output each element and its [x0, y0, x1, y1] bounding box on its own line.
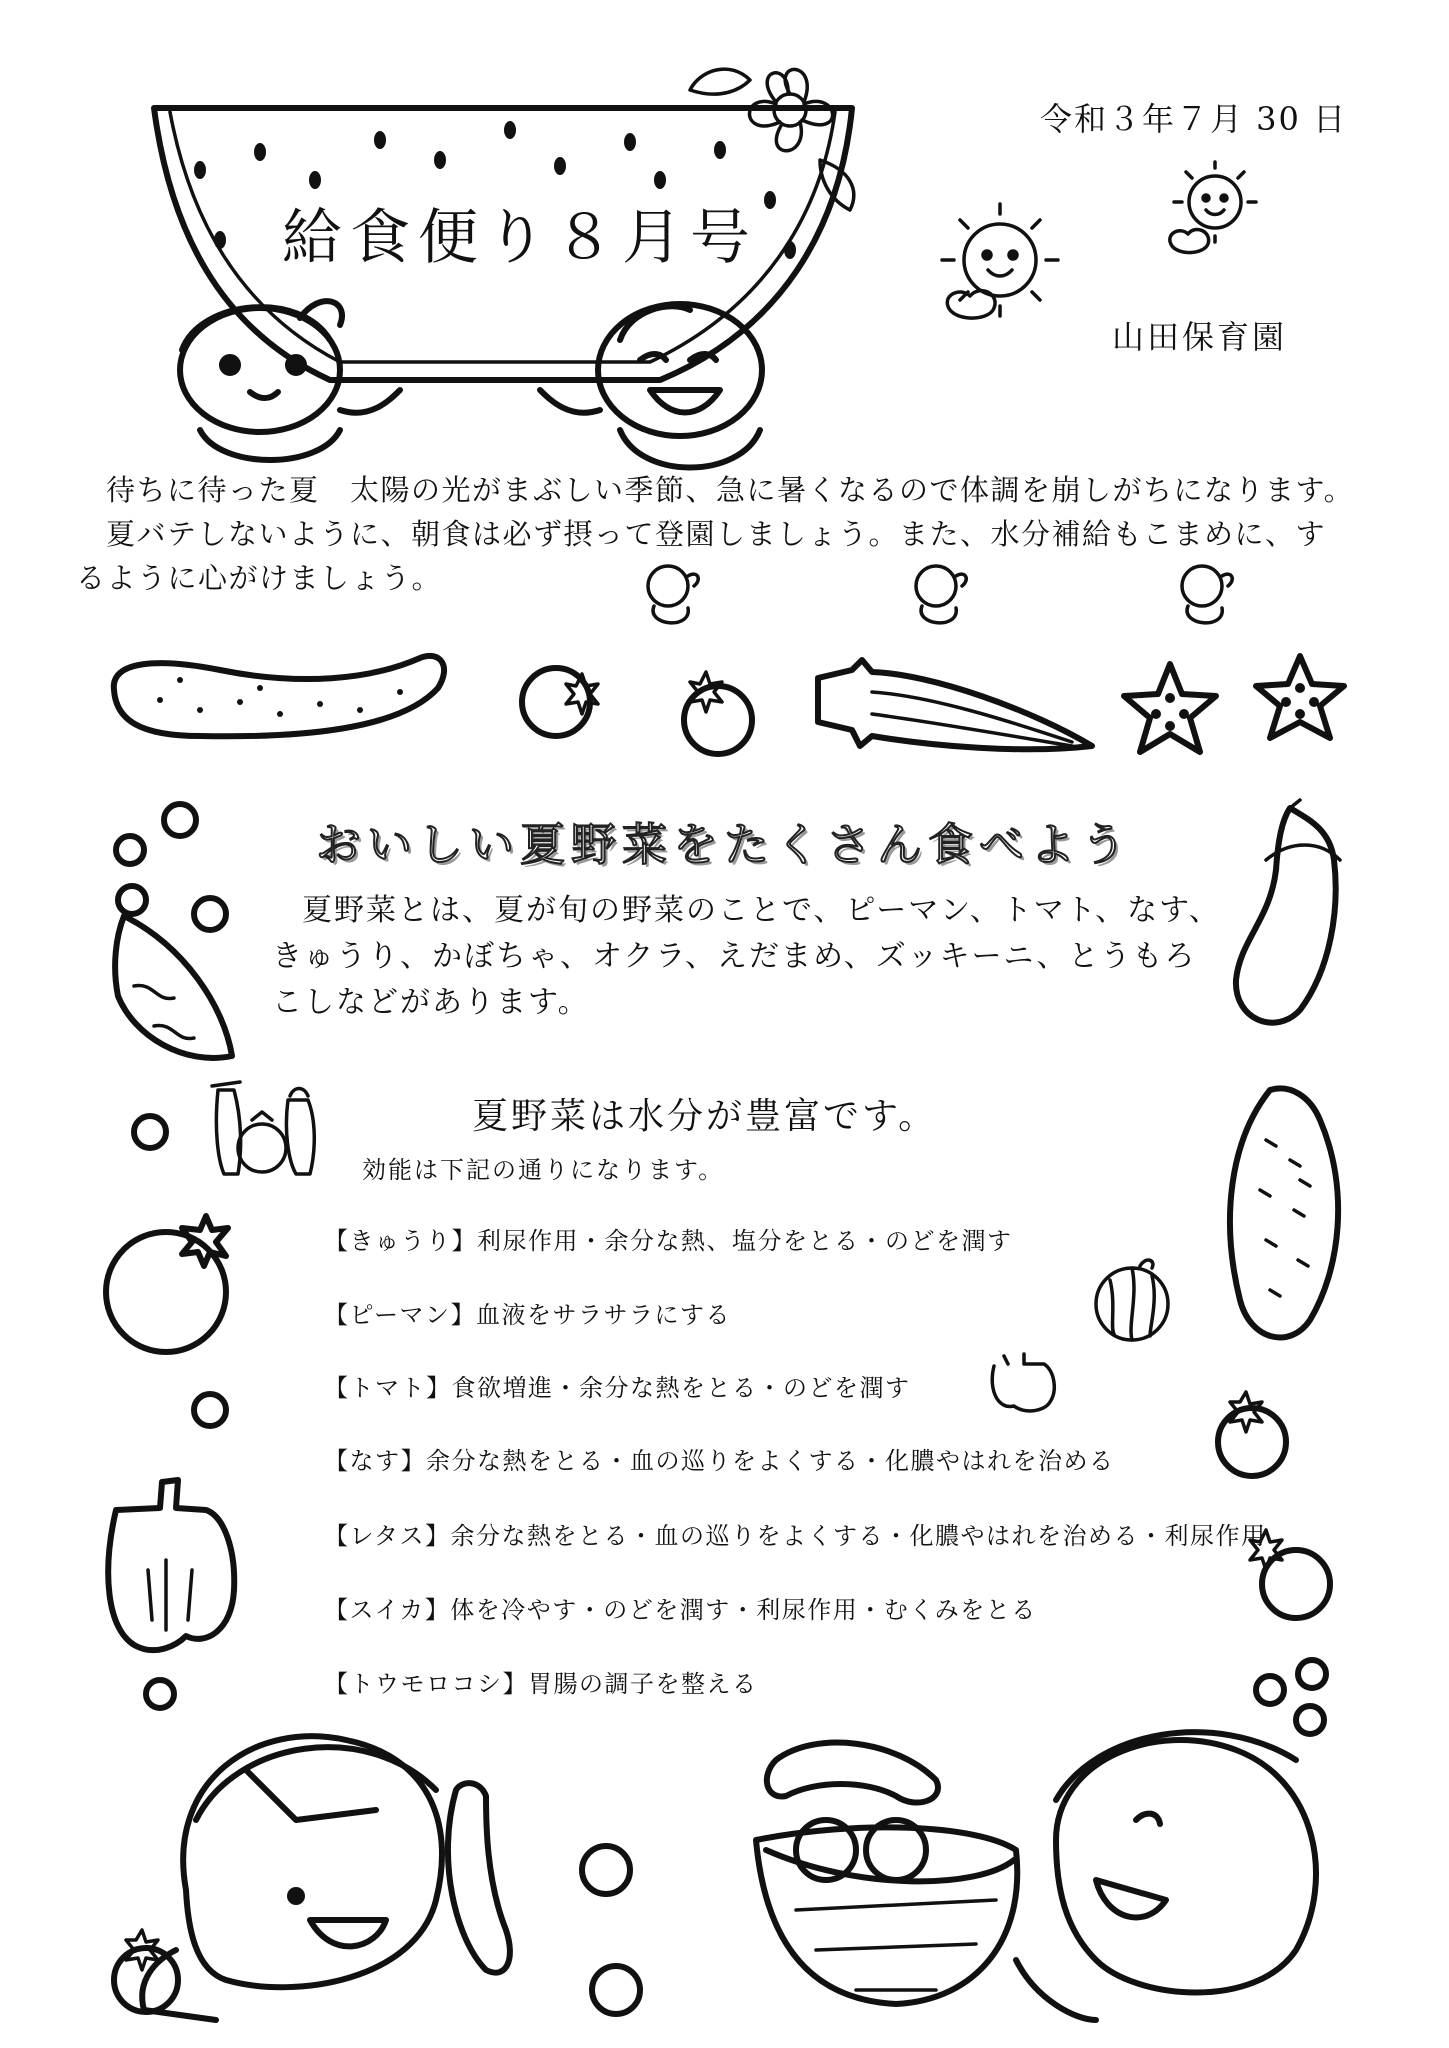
tomato-icon	[670, 664, 770, 764]
section-heading: 夏野菜は水分が豊富です。	[472, 1096, 938, 1137]
school-name: 山田保育園	[1112, 318, 1288, 356]
cucumber-icon	[100, 640, 460, 750]
child-drinking-icon	[1166, 556, 1246, 636]
watermelon-icon	[1090, 1256, 1180, 1346]
sun-icon	[930, 200, 1070, 330]
bell-pepper-icon	[984, 1350, 1064, 1420]
section-heading: おいしい夏野菜をたくさん食べよう	[316, 818, 1133, 871]
child-drinking-icon	[900, 556, 980, 636]
okra-slice-icon	[1116, 658, 1226, 758]
effect-item-cucumber: 【きゅうり】利尿作用・余分な熱、塩分をとる・のどを潤す	[324, 1227, 1013, 1255]
issue-date: 令和３年７月 30 日	[1040, 100, 1348, 138]
paragraph-line: きゅうり、かぼちゃ、オクラ、えだまめ、ズッキーニ、とうもろ	[272, 939, 1197, 974]
effect-item-lettuce: 【レタス】余分な熱をとる・血の巡りをよくする・化膿やはれを治める・利尿作用	[324, 1522, 1267, 1550]
intro-line: 待ちに待った夏 太陽の光がまぶしい季節、急に暑くなるので体調を崩しがちになります。	[106, 473, 1355, 507]
cherry-tomato-icon	[126, 1100, 176, 1160]
okra-slice-icon	[1250, 650, 1350, 750]
tomato-icon	[96, 1210, 256, 1360]
cherry-tomato-icon	[176, 1376, 246, 1446]
intro-line: るように心がけましょう。	[76, 561, 443, 595]
bitter-melon-icon	[1210, 1080, 1360, 1360]
effect-item-tomato: 【トマト】食欲増進・余分な熱をとる・のどを潤す	[324, 1374, 911, 1402]
effect-item-corn: 【トウモロコシ】胃腸の調子を整える	[324, 1670, 758, 1698]
effect-item-watermelon: 【スイカ】体を冷やす・のどを潤す・利尿作用・むくみをとる	[324, 1596, 1037, 1624]
child-drinking-icon	[632, 556, 712, 636]
pumpkin-slice-icon	[104, 906, 244, 1076]
bell-pepper-icon	[96, 1460, 246, 1660]
effect-item-eggplant: 【なす】余分な熱をとる・血の巡りをよくする・化膿やはれを治める	[324, 1447, 1115, 1475]
newsletter-title: 給食便り８月号	[282, 203, 758, 273]
paragraph-line: 夏野菜とは、夏が旬の野菜のことで、ピーマン、トマト、なす、	[302, 893, 1221, 928]
paragraph-line: こしなどがあります。	[272, 985, 590, 1020]
vegetable-characters-icon	[204, 1070, 324, 1180]
section-subheading: 効能は下記の通りになります。	[362, 1156, 725, 1184]
eggplant-icon	[1210, 800, 1360, 1030]
okra-icon	[812, 650, 1102, 760]
tomato-icon	[516, 656, 616, 746]
effect-item-bell-pepper: 【ピーマン】血液をサラサラにする	[324, 1301, 732, 1329]
children-illustration	[96, 1700, 1376, 2040]
sun-icon	[1160, 160, 1270, 260]
tomato-icon	[1200, 1382, 1310, 1482]
summer-vegetables-paragraph	[272, 888, 1232, 1026]
intro-line: 夏バテしないように、朝食は必ず摂って登園しましょう。また、水分補給もこまめに、す	[106, 517, 1327, 551]
